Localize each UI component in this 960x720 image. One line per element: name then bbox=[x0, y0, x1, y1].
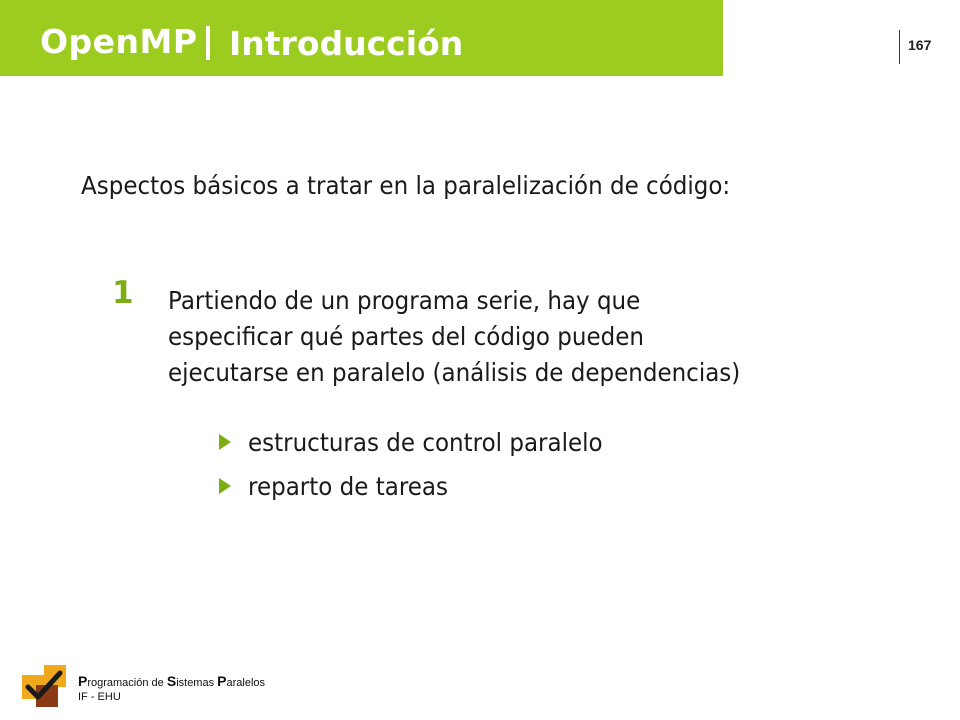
intro-heading: Aspectos básicos a tratar en la paralelización de código: bbox=[81, 171, 731, 200]
triangle-bullet-icon bbox=[219, 478, 231, 494]
footer-institution: IF - EHU bbox=[78, 691, 121, 703]
section-title: Introducción bbox=[229, 24, 464, 63]
sub-item-list bbox=[219, 420, 633, 508]
point-number: 1 bbox=[112, 275, 134, 311]
footer-course-name: Programación de Sistemas Paralelos bbox=[78, 673, 266, 689]
point-text bbox=[168, 283, 844, 391]
point-text-line: Partiendo de un programa serie, hay que bbox=[168, 286, 641, 315]
slide-number-divider bbox=[899, 30, 900, 64]
list-item bbox=[219, 420, 633, 464]
list-item bbox=[219, 464, 633, 508]
point-text-line: especificar qué partes del código pueden bbox=[168, 322, 644, 351]
slide-number: 167 bbox=[908, 37, 932, 53]
course-title: OpenMP bbox=[40, 22, 198, 61]
list-item-label: reparto de tareas bbox=[248, 471, 449, 501]
triangle-bullet-icon bbox=[219, 434, 231, 450]
list-item-label: estructuras de control paralelo bbox=[248, 427, 603, 457]
header-separator bbox=[206, 26, 210, 60]
checkmark-logo-icon bbox=[22, 665, 70, 707]
point-text-line: ejecutarse en paralelo (análisis de dependencias) bbox=[168, 358, 741, 387]
